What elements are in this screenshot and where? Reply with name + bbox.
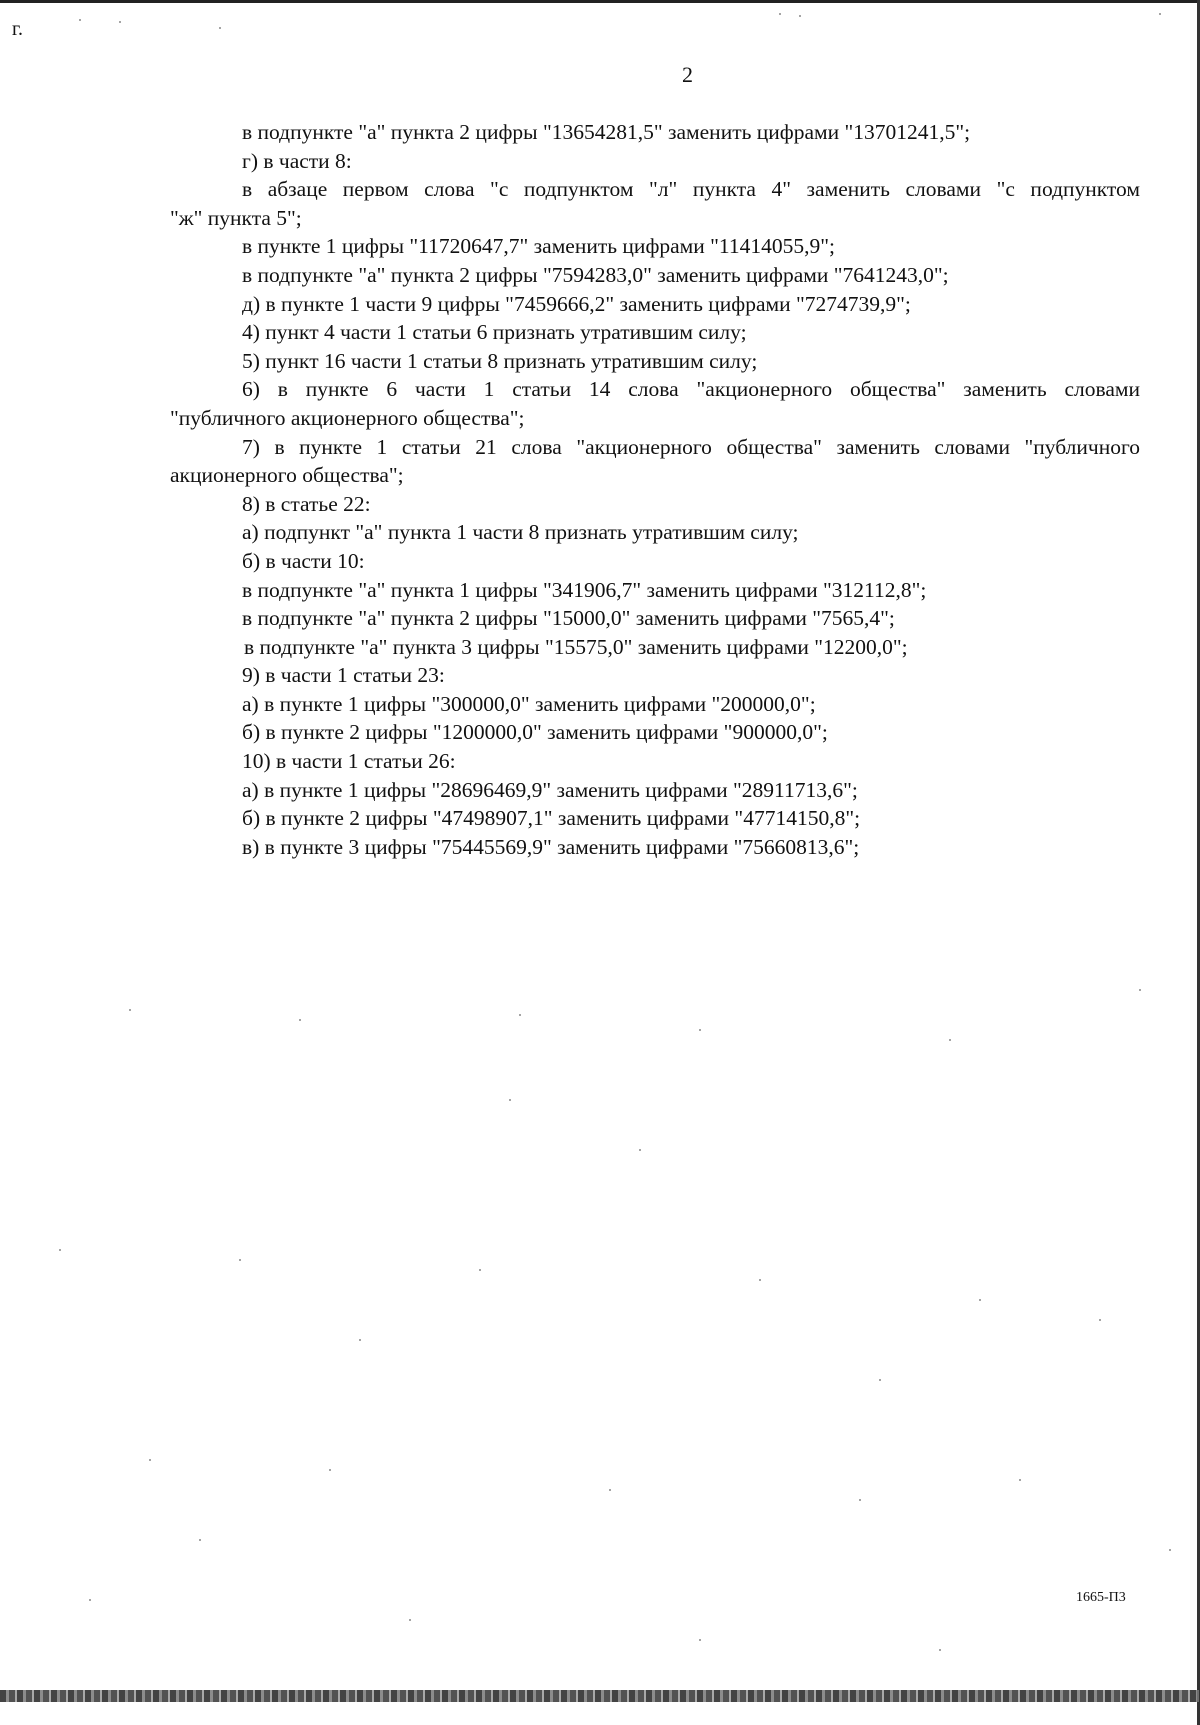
text-line: 6) в пункте 6 части 1 статьи 14 слова "акционерного общества" заменить словами (242, 377, 1140, 402)
text-line: "ж" пункта 5"; (170, 205, 302, 230)
document-code: 1665-П3 (1076, 1590, 1126, 1605)
text-line: г) в части 8: (242, 148, 352, 173)
text-line: в подпункте "а" пункта 1 цифры "341906,7" заменить цифрами "312112,8"; (242, 577, 927, 602)
text-line: 5) пункт 16 части 1 статьи 8 признать утратившим силу; (242, 348, 758, 373)
text-line: 4) пункт 4 части 1 статьи 6 признать утратившим силу; (242, 320, 747, 345)
text-line: в подпункте "а" пункта 2 цифры "13654281,5" заменить цифрами "13701241,5"; (242, 120, 971, 144)
text-line: в) в пункте 3 цифры "75445569,9" заменить цифрами "75660813,6"; (242, 834, 860, 859)
text-line: 7) в пункте 1 статьи 21 слова "акционерного общества" заменить словами "публичного (242, 434, 1140, 459)
text-line: 10) в части 1 статьи 26: (242, 749, 456, 774)
text-line: 8) в статье 22: (242, 491, 371, 516)
text-line: "публичного акционерного общества"; (170, 405, 525, 430)
text-line: а) подпункт "а" пункта 1 части 8 признать утратившим силу; (242, 520, 799, 545)
corner-mark: г. (12, 18, 23, 40)
text-line: б) в пункте 2 цифры "1200000,0" заменить цифрами "900000,0"; (242, 720, 828, 745)
text-line: в подпункте "а" пункта 3 цифры "15575,0" заменить цифрами "12200,0"; (244, 634, 908, 659)
scan-bottom-band (0, 1690, 1200, 1702)
text-line: а) в пункте 1 цифры "28696469,9" заменить цифрами "28911713,6"; (242, 777, 858, 802)
text-line: д) в пункте 1 части 9 цифры "7459666,2" заменить цифрами "7274739,9"; (242, 291, 911, 316)
text-line: в пункте 1 цифры "11720647,7" заменить цифрами "11414055,9"; (242, 234, 836, 259)
text-line: б) в пункте 2 цифры "47498907,1" заменить цифрами "47714150,8"; (242, 806, 861, 831)
text-line: в подпункте "а" пункта 2 цифры "15000,0" заменить цифрами "7565,4"; (242, 606, 895, 631)
text-line: б) в части 10: (242, 548, 365, 573)
text-line: в абзаце первом слова "с подпунктом "л" пункта 4" заменить словами "с подпунктом (242, 177, 1140, 202)
page-number: 2 (682, 62, 693, 87)
text-line: 9) в части 1 статьи 23: (242, 663, 445, 688)
text-line: в подпункте "а" пункта 2 цифры "7594283,0" заменить цифрами "7641243,0"; (242, 262, 949, 287)
text-line: а) в пункте 1 цифры "300000,0" заменить цифрами "200000,0"; (242, 691, 816, 716)
text-line: акционерного общества"; (170, 463, 404, 488)
